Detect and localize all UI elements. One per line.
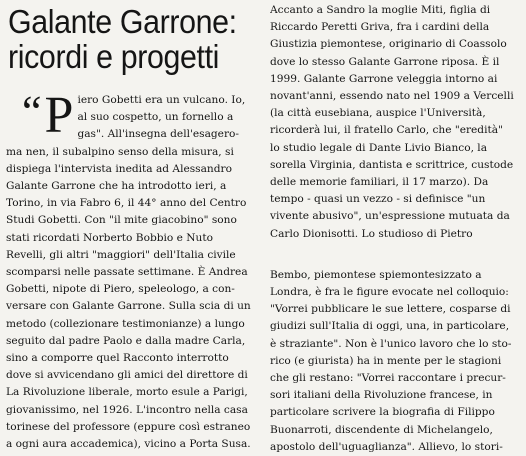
text-line: apostolo dell'uguaglianza". Allievo, lo stori- xyxy=(270,440,503,453)
opening-paragraph xyxy=(6,87,258,453)
text-line: dove si avvicendano gli amici del direttore di xyxy=(6,369,248,382)
headline-line-2: ricordi e progetti xyxy=(8,38,220,75)
text-line: è straziante". Non è l'unico lavoro che lo sto- xyxy=(270,337,512,350)
text-line: vivente abusivo", un'espressione mutuata da xyxy=(270,210,510,223)
text-line: delle memorie familiari, il 17 marzo). Da xyxy=(270,176,489,189)
text-line: scomparsi nelle passate settimane. È Andrea xyxy=(6,266,248,279)
article-headline xyxy=(8,4,238,74)
text-line: al suo cospetto, un fornello a xyxy=(77,111,234,124)
text-line: giovanissimo, nel 1926. L'incontro nella casa xyxy=(6,403,248,416)
text-line: La Rivoluzione liberale, morto esule a Parigi, xyxy=(6,386,248,399)
text-line: Studi Gobetti. Con "il mite giacobino" sono xyxy=(6,214,237,227)
text-line: dove lo stesso Galante Garrone riposa. È il xyxy=(270,55,500,68)
opening-quote-mark: “ xyxy=(22,87,42,136)
text-line: sori italiani della Rivoluzione francese, in xyxy=(270,389,493,402)
text-line: (la città eusebiana, auspice l'Università, xyxy=(270,107,486,120)
text-line: Torino, in via Fabro 6, il 44° anno del Centro xyxy=(6,197,247,210)
right-paragraph-top xyxy=(270,2,522,243)
text-line: rico (e giurista) ha in mente per le stagioni xyxy=(270,354,502,367)
text-line: ricorderà lui, il fratello Carlo, che "eredità" xyxy=(270,124,503,137)
text-line: a ogni aura accademica), vicino a Porta Susa. xyxy=(6,438,251,451)
text-line: seguito dal padre Paolo e dalla madre Carla, xyxy=(6,334,246,347)
text-line: Galante Garrone che ha introdotto ieri, a xyxy=(6,180,227,193)
text-line: tempo - quasi un vezzo - si definisce "un xyxy=(270,193,486,206)
text-line: Revelli, gli altri "maggiori" dell'Italia civile xyxy=(6,248,236,261)
text-line: Bembo, piemontese spiemontesizzato a xyxy=(270,268,482,281)
text-line: che gli restano: "Vorrei raccontare i precur- xyxy=(270,372,506,385)
text-line: particolare scrivere la biografia di Filippo xyxy=(270,406,495,419)
right-column xyxy=(270,0,522,456)
text-line: stati ricordati Norberto Bobbio e Nuto xyxy=(6,231,214,244)
text-line: Londra, è fra le figure evocate nel colloquio: xyxy=(270,286,509,299)
text-line: giudizi sull'Italia di oggi, una, in particolare, xyxy=(270,320,510,333)
text-line: sorella Virginia, dantista e scrittrice, custode xyxy=(270,158,514,171)
headline-line-1: Galante Garrone: xyxy=(8,3,237,40)
text-line: dispiega l'intervista inedita ad Alessandro xyxy=(6,162,232,175)
drop-cap: P xyxy=(44,87,74,144)
text-line: Buonarroti, discendente di Michelangelo, xyxy=(270,423,493,436)
text-line: Accanto a Sandro la moglie Miti, figlia di xyxy=(270,4,491,16)
text-line: metodo (collezionare testimonianze) a lungo xyxy=(6,317,245,330)
text-line: Giustizia piemontese, originario di Coassolo xyxy=(270,38,507,51)
right-paragraph-bottom xyxy=(270,267,522,456)
text-line: versare con Galante Garrone. Sulla scia di un xyxy=(6,300,251,313)
text-line: "Vorrei pubblicare le sue lettere, cosparse di xyxy=(270,303,511,316)
text-line: iero Gobetti era un vulcano. Io, xyxy=(77,94,246,106)
text-line: Carlo Dionisotti. Lo studioso di Pietro xyxy=(270,227,473,240)
text-line: ma nen, il subalpino senso della misura, si xyxy=(6,145,234,158)
text-line: sino a comporre quel Racconto interrotto xyxy=(6,352,229,365)
text-line: torinese del professore (eppure così estraneo xyxy=(6,420,251,433)
text-line: Gobetti, nipote di Piero, speleologo, a con- xyxy=(6,283,235,296)
text-line: lo studio legale di Dante Livio Bianco, la xyxy=(270,141,488,154)
text-line: novant'anni, essendo nato nel 1909 a Vercelli xyxy=(270,90,514,103)
article-body-left xyxy=(6,87,258,453)
text-line: gas". All'insegna dell'esagero- xyxy=(77,128,239,141)
text-line: Riccardo Peretti Griva, fra i cardini della xyxy=(270,21,490,34)
left-column xyxy=(6,0,258,74)
text-line: 1999. Galante Garrone veleggia intorno ai xyxy=(270,72,498,85)
